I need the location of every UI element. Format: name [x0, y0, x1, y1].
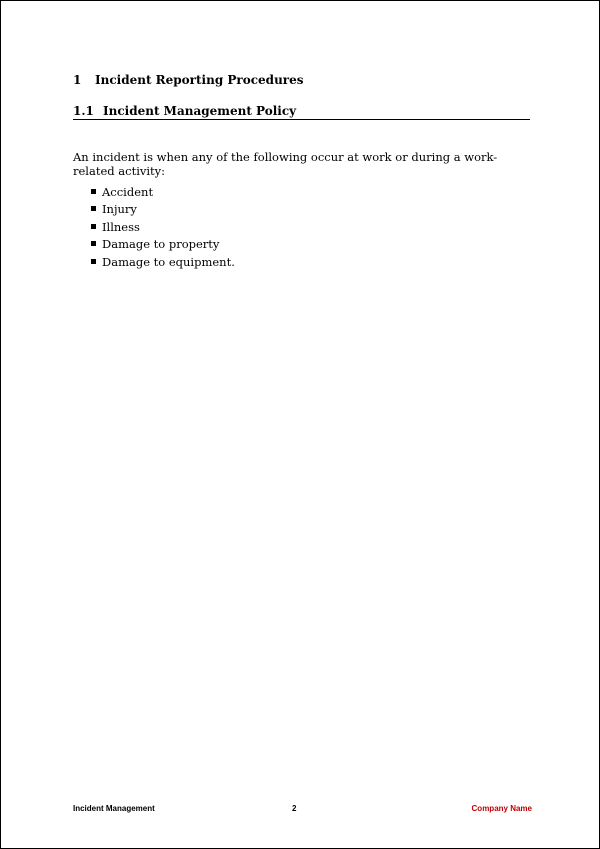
list-item — [91, 220, 235, 237]
subsection-heading — [73, 104, 530, 120]
list-item-text: Injury — [102, 202, 137, 217]
section-title: Incident Reporting Procedures — [95, 73, 304, 87]
incident-types-list — [91, 185, 235, 272]
section-heading — [73, 73, 304, 87]
list-item-text: Damage to property — [102, 237, 220, 252]
footer-document-title: Incident Management — [73, 804, 155, 813]
list-item — [91, 185, 235, 202]
list-item-text: Damage to equipment. — [102, 254, 235, 269]
section-number: 1 — [73, 73, 82, 87]
intro-paragraph: An incident is when any of the following occur at work or during a work-related activity: — [73, 149, 498, 178]
square-bullet-icon — [91, 189, 96, 194]
footer-page-number: 2 — [292, 804, 297, 813]
square-bullet-icon — [91, 206, 96, 211]
square-bullet-icon — [91, 241, 96, 246]
list-item-text: Accident — [102, 185, 154, 199]
subsection-number: 1.1 — [73, 104, 94, 118]
footer-company-name: Company Name — [471, 804, 532, 813]
list-item-text: Illness — [102, 219, 140, 234]
square-bullet-icon — [91, 224, 96, 229]
list-item — [91, 237, 235, 254]
square-bullet-icon — [91, 259, 96, 264]
list-item — [91, 255, 235, 272]
subsection-title: Incident Management Policy — [103, 104, 297, 118]
list-item — [91, 202, 235, 219]
